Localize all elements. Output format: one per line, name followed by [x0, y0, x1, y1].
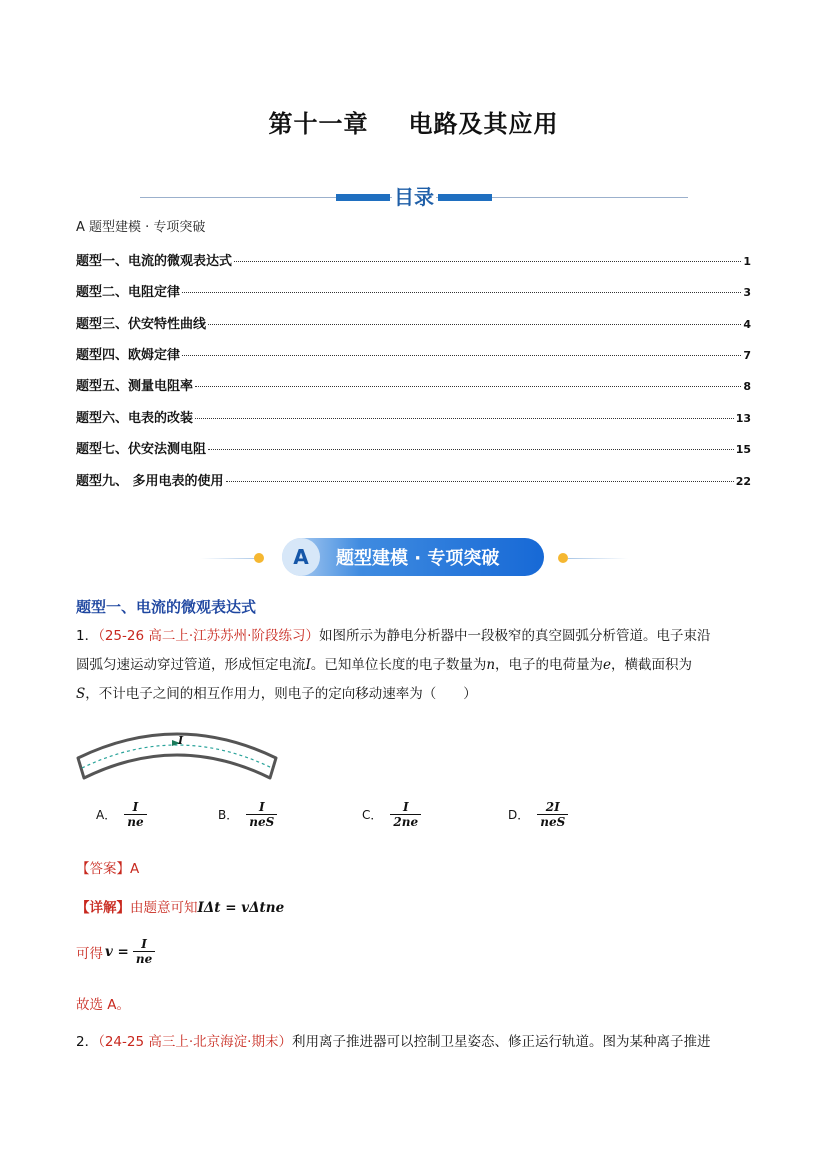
toc-row-label: 题型一、电流的微观表达式: [76, 254, 233, 269]
figure-current-label: I: [178, 734, 184, 747]
toc-leader-dots: [182, 355, 741, 356]
section-banner: [282, 538, 544, 576]
option-fraction: [124, 800, 146, 829]
option-numerator: I: [402, 800, 409, 814]
toc-row-label: 题型六、电表的改装: [76, 411, 194, 426]
toc-bar-right: [438, 194, 492, 201]
toc-row[interactable]: [76, 313, 751, 333]
option-numerator: I: [132, 800, 139, 814]
var-n: n: [486, 657, 496, 673]
toc-row-label: 题型七、伏安法测电阻: [76, 442, 207, 457]
conclusion: 故选 A。: [76, 997, 131, 1013]
option-d[interactable]: [508, 800, 568, 829]
answer-line: [76, 857, 139, 877]
arc-tube: [78, 734, 276, 778]
toc-leader-dots: [208, 324, 741, 325]
option-numerator: 2I: [545, 800, 560, 814]
arc-tube-figure: [74, 722, 280, 784]
toc-row[interactable]: [76, 281, 751, 301]
derive-numerator: I: [141, 937, 147, 951]
option-b[interactable]: [218, 800, 277, 829]
toc-row-page: 15: [735, 443, 751, 456]
banner-dot-left: [254, 553, 264, 563]
var-s: S: [76, 686, 86, 702]
banner-letter: A: [282, 538, 320, 576]
detail-label: 【详解】: [76, 900, 130, 916]
option-denominator: ne: [124, 814, 146, 829]
option-fraction: [390, 800, 421, 829]
toc-row[interactable]: [76, 250, 751, 270]
toc-section-label: A 题型建模 · 专项突破: [76, 220, 206, 235]
question-1-line-b4: ，横截面积为: [611, 657, 693, 673]
question-1-line-c: ，不计电子之间的相互作用力，则电子的定向移动速率为（ ）: [85, 686, 477, 702]
var-e: e: [603, 657, 612, 673]
derive-fraction: [133, 937, 155, 966]
question-2-body: 利用离子推进器可以控制卫星姿态、修正运行轨道。图为某种离子推进: [291, 1034, 711, 1050]
toc-leader-dots: [234, 261, 741, 262]
toc-row[interactable]: [76, 344, 751, 364]
answer-label: 【答案】: [76, 861, 130, 877]
toc-row[interactable]: [76, 470, 751, 490]
option-a[interactable]: [96, 800, 147, 829]
banner-line-right: [568, 558, 628, 559]
toc-row-label: 题型四、欧姆定律: [76, 348, 181, 363]
toc-row-label: 题型三、伏安特性曲线: [76, 317, 207, 332]
toc-leader-dots: [208, 449, 734, 450]
option-fraction: [537, 800, 568, 829]
question-1-line-a: 如图所示为静电分析器中一段极窄的真空圆弧分析管道。电子束沿: [318, 628, 711, 644]
toc-row[interactable]: [76, 438, 751, 458]
answer-value: A: [130, 861, 140, 877]
option-c[interactable]: [362, 800, 421, 829]
banner-text: 题型建模 · 专项突破: [336, 548, 500, 569]
option-fraction: [246, 800, 277, 829]
option-denominator: neS: [537, 814, 568, 829]
option-key: B．: [218, 808, 239, 822]
toc-leader-dots: [195, 418, 734, 419]
toc-row-label: 题型九、 多用电表的使用: [76, 474, 224, 489]
toc-leader-dots: [226, 481, 734, 482]
option-key: A．: [96, 808, 117, 822]
detail-equation: IΔt = vΔtne: [197, 900, 285, 916]
derive-line: [76, 937, 155, 966]
derive-denominator: ne: [133, 951, 155, 966]
chapter-title: [0, 104, 827, 139]
question-1-line-b3: ，电子的电荷量为: [495, 657, 604, 673]
derive-text: 可得: [76, 945, 103, 962]
toc-row-page: 13: [735, 412, 751, 425]
option-denominator: 2ne: [390, 814, 421, 829]
toc-leader-dots: [195, 386, 741, 387]
banner-line-left: [200, 558, 260, 559]
toc-row[interactable]: [76, 375, 751, 395]
option-denominator: neS: [246, 814, 277, 829]
question-1-line-b2: 。已知单位长度的电子数量为: [310, 657, 487, 673]
toc-row-page: 1: [743, 255, 751, 268]
derive-lhs: v =: [105, 943, 129, 960]
toc-row-page: 3: [743, 286, 751, 299]
question-1-line-b1: 圆弧匀速运动穿过管道，形成恒定电流: [76, 657, 306, 673]
question-2-source: （24-25 高三上·北京海淀·期末）: [98, 1034, 292, 1050]
var-current: I: [305, 657, 311, 673]
option-key: C．: [362, 808, 383, 822]
question-1-number: 1．: [76, 628, 99, 644]
option-numerator: I: [258, 800, 265, 814]
question-1-source: （25-26 高二上·江苏苏州·阶段练习）: [98, 628, 319, 644]
toc-row-page: 22: [735, 475, 751, 488]
toc-row-label: 题型二、电阻定律: [76, 285, 181, 300]
toc-bar-left: [336, 194, 390, 201]
detail-line: [76, 896, 284, 916]
chapter-name: 电路及其应用: [408, 110, 559, 138]
banner-dot-right: [558, 553, 568, 563]
chapter-number: 第十一章: [268, 110, 369, 138]
question-2-number: 2．: [76, 1034, 99, 1050]
toc-leader-dots: [182, 292, 741, 293]
toc-row-page: 7: [743, 349, 751, 362]
toc-title: 目录: [392, 181, 436, 210]
question-type-heading: 题型一、电流的微观表达式: [76, 598, 257, 616]
option-key: D．: [508, 808, 530, 822]
toc-row-page: 8: [743, 380, 751, 393]
question-1-text: [76, 622, 752, 709]
question-2-text: [76, 1028, 752, 1057]
toc-row-label: 题型五、测量电阻率: [76, 379, 194, 394]
toc-row-page: 4: [743, 318, 751, 331]
toc-row[interactable]: [76, 407, 751, 427]
detail-text: 由题意可知: [130, 900, 198, 916]
